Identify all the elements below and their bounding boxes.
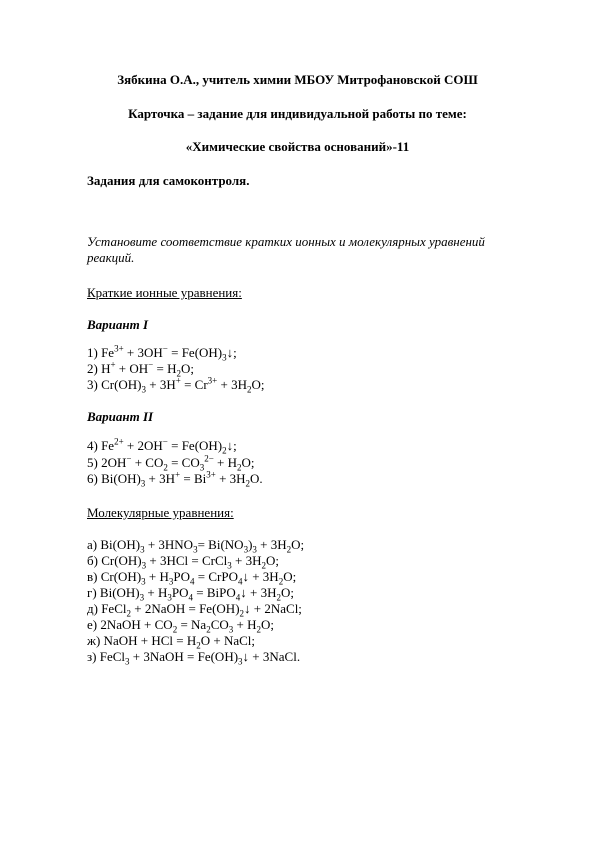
ionic-equation-1: 1) $Fe^{3+} + 3OH^-$ = $Fe(OH)_3↓$; <box>87 343 237 363</box>
variant-1-title: Вариант I <box>87 317 149 332</box>
ionic-equation-2: 2) $H^+ + OH^- = H_2O$; <box>87 359 194 379</box>
ionic-equation-4: 4) $Fe^{2+} + 2OH^-$ = $Fe(OH)_2↓$; <box>87 436 237 456</box>
molecular-equation-zh: ж) NaOH + HCl = $H_2O$ + NaCl; <box>87 633 255 651</box>
self-check-heading: Задания для самоконтроля. <box>87 173 250 188</box>
molecular-equation-d: д) FeCl$_2$ + 2NaOH = $Fe(OH)_2↓$ + 2NaCl; <box>87 601 302 619</box>
molecular-equation-e: е) 2NaOH + $CO_2 = Na_2CO_3 + H_2O$; <box>87 617 274 635</box>
topic-title: «Химические свойства оснований»-11 <box>185 139 410 154</box>
card-subtitle: Карточка – задание для индивидуальной работы по теме: <box>128 106 467 121</box>
molecular-equation-v: в) $Cr(OH)_3 + H_3PO_4$ = CrPO$_4$↓ + $3H_2O$; <box>87 569 297 587</box>
molecular-equation-z: з) FeCl$_3$ + 3NaOH = $Fe(OH)_3↓$ + 3NaCl. <box>87 649 301 667</box>
ionic-equation-5: 5) $2OH^- + CO_2 = CO_3^{2-} + H_2O$; <box>87 453 255 473</box>
ionic-equations-heading: Краткие ионные уравнения: <box>87 285 242 300</box>
variant-2-title: Вариант II <box>87 409 154 424</box>
molecular-equation-g: г) $Bi(OH)_3 + H_3PO_4$ = BiPO$_4$↓ + $3H_2O$; <box>87 585 294 603</box>
instruction-text: Установите соответствие кратких ионных и молекулярных уравнений реакций. <box>87 234 485 265</box>
molecular-equation-a: а) $Bi(OH)_3 + 3HNO_3= Bi(NO_3)_3 + 3H_2O$; <box>87 537 305 555</box>
ionic-equation-6: 6) $Bi(OH)_3 + 3H^+ = Bi^{3+} + 3H_2O$. <box>87 469 263 489</box>
molecular-equations-heading: Молекулярные уравнения: <box>87 505 234 520</box>
ionic-equation-3: 3) $Cr(OH)_3 + 3H^+ = Cr^{3+} + 3H_2O$; <box>87 375 265 395</box>
molecular-equation-b: б) $Cr(OH)_3 + 3HCl$ = CrCl$_3$ + $3H_2O$; <box>87 553 279 571</box>
author-line: Зябкина О.А., учитель химии МБОУ Митрофановской СОШ <box>117 72 478 87</box>
